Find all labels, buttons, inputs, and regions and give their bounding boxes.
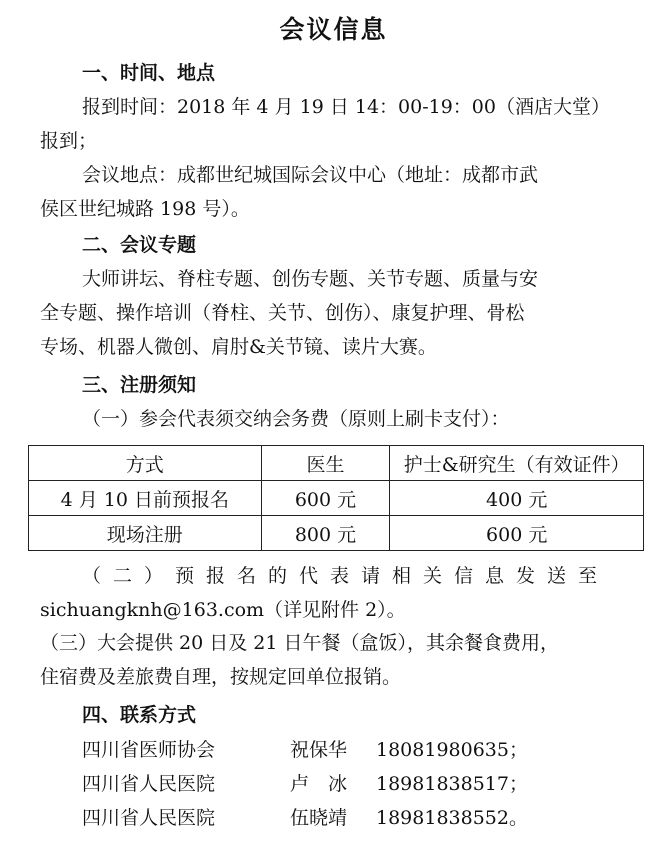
- contact-phone: 18081980635；: [376, 739, 528, 761]
- fee-intro: （一）参会代表须交纳会务费（原则上刷卡支付）：: [82, 408, 510, 430]
- venue-line-1: 会议地点：成都世纪城国际会议中心（地址：成都市武: [82, 164, 539, 186]
- contact-phone: 18981838517；: [376, 773, 528, 795]
- item3-line-2: 住宿费及差旅费自理，按规定回单位报销。: [40, 666, 402, 688]
- fee-table-header-doctor: 医生: [261, 446, 390, 481]
- section-heading-topics: 二、会议专题: [82, 234, 197, 256]
- fee-table-header-nurse-student: 护士&研究生（有效证件）: [390, 446, 644, 481]
- contact-org: 四川省人民医院: [82, 807, 216, 829]
- section-heading-time-place: 一、时间、地点: [82, 62, 216, 84]
- contact-person: 卢 冰: [290, 773, 348, 795]
- page-title: 会议信息: [279, 15, 388, 44]
- table-row: [29, 481, 644, 516]
- topics-line-1: 大师讲坛、脊柱专题、创伤专题、关节专题、质量与安: [82, 268, 539, 290]
- contact-phone: 18981838552。: [376, 807, 528, 829]
- section-heading-registration: 三、注册须知: [82, 374, 197, 396]
- topics-line-2: 全专题、操作培训（脊柱、关节、创伤）、康复护理、骨松: [40, 302, 525, 324]
- item3-line-1: （三）大会提供 20 日及 21 日午餐（盒饭），其余餐食费用，: [40, 632, 560, 654]
- item2-line-2: sichuangknh@163.com（详见附件 2）。: [40, 599, 406, 621]
- table-cell: 600 元: [390, 516, 644, 551]
- table-cell: 现场注册: [29, 516, 262, 551]
- table-row: [29, 516, 644, 551]
- fee-table: [28, 445, 644, 551]
- table-cell: 800 元: [261, 516, 390, 551]
- report-time-line-1: 报到时间：2018 年 4 月 19 日 14：00-19：00（酒店大堂）: [82, 96, 610, 118]
- fee-table-header-row: [29, 446, 644, 481]
- fee-table-header-method: 方式: [29, 446, 262, 481]
- venue-line-2: 侯区世纪城路 198 号）。: [40, 198, 250, 220]
- report-time-line-2: 报到；: [40, 130, 98, 152]
- item2-line-1: （二）预报名的代表请相关信息发送至: [82, 565, 610, 587]
- contact-person: 伍晓靖: [290, 807, 348, 829]
- table-cell: 400 元: [390, 481, 644, 516]
- topics-line-3: 专场、机器人微创、肩肘&关节镜、读片大赛。: [40, 336, 437, 358]
- section-heading-contact: 四、联系方式: [82, 704, 197, 726]
- contact-org: 四川省医师协会: [82, 739, 216, 761]
- contact-org: 四川省人民医院: [82, 773, 216, 795]
- table-cell: 600 元: [261, 481, 390, 516]
- contact-person: 祝保华: [290, 739, 348, 761]
- table-cell: 4 月 10 日前预报名: [29, 481, 262, 516]
